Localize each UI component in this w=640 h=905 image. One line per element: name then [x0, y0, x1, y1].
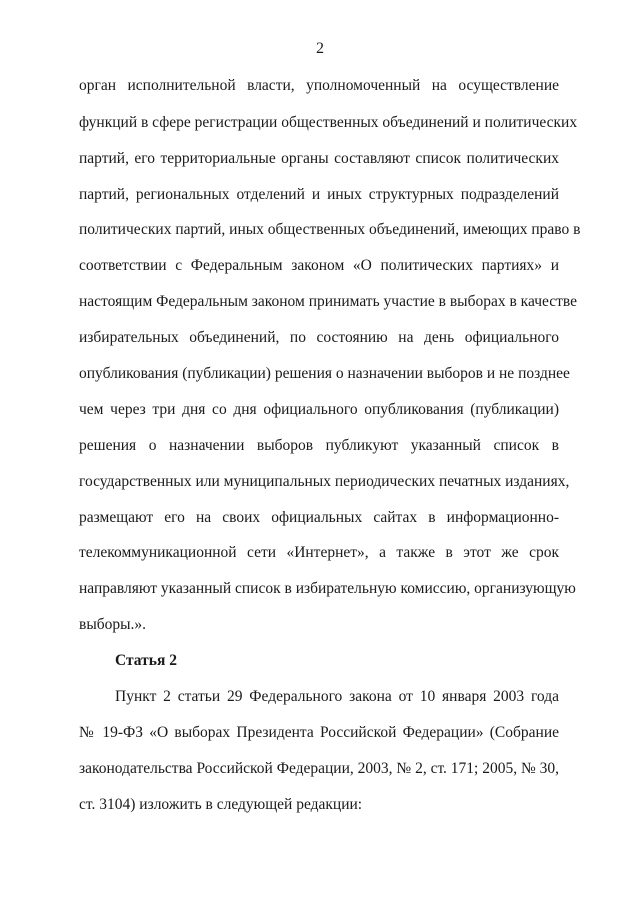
text-line: настоящим Федеральным законом принимать участие в выборах в качестве	[79, 293, 578, 310]
text-line: опубликования (публикации) решения о назначении выборов и не позднее	[79, 365, 570, 382]
text-line: № 19-ФЗ «О выборах Президента Российской Федерации» (Собрание	[79, 724, 559, 741]
article-heading: Статья 2	[115, 652, 177, 669]
text-line: соответствии с Федеральным законом «О политических партиях» и	[79, 257, 559, 274]
page-number: 2	[316, 40, 324, 57]
text-line: избирательных объединений, по состоянию на день официального	[79, 329, 559, 346]
text-line: телекоммуникационной сети «Интернет», а также в этот же срок	[79, 544, 559, 561]
text-line: партий, региональных отделений и иных структурных подразделений	[79, 186, 559, 203]
text-line: решения о назначении выборов публикуют указанный список в	[79, 437, 559, 454]
text-line: партий, его территориальные органы составляют список политических	[79, 150, 559, 167]
text-line: ст. 3104) изложить в следующей редакции:	[79, 796, 363, 813]
text-line: государственных или муниципальных периодических печатных изданиях,	[79, 473, 570, 490]
text-line: размещают его на своих официальных сайтах в информационно-	[79, 509, 559, 526]
text-line: законодательства Российской Федерации, 2003, № 2, ст. 171; 2005, № 30,	[79, 760, 560, 777]
text-line: функций в сфере регистрации общественных объединений и политических	[79, 114, 578, 131]
text-line: Пункт 2 статьи 29 Федерального закона от 10 января 2003 года	[115, 688, 559, 705]
text-line: направляют указанный список в избирательную комиссию, организующую	[79, 580, 576, 597]
text-line: выборы.».	[79, 616, 147, 633]
text-line: чем через три дня со дня официального опубликования (публикации)	[79, 401, 559, 418]
text-line: орган исполнительной власти, уполномоченный на осуществление	[79, 77, 559, 94]
text-line: политических партий, иных общественных объединений, имеющих право в	[79, 221, 581, 238]
